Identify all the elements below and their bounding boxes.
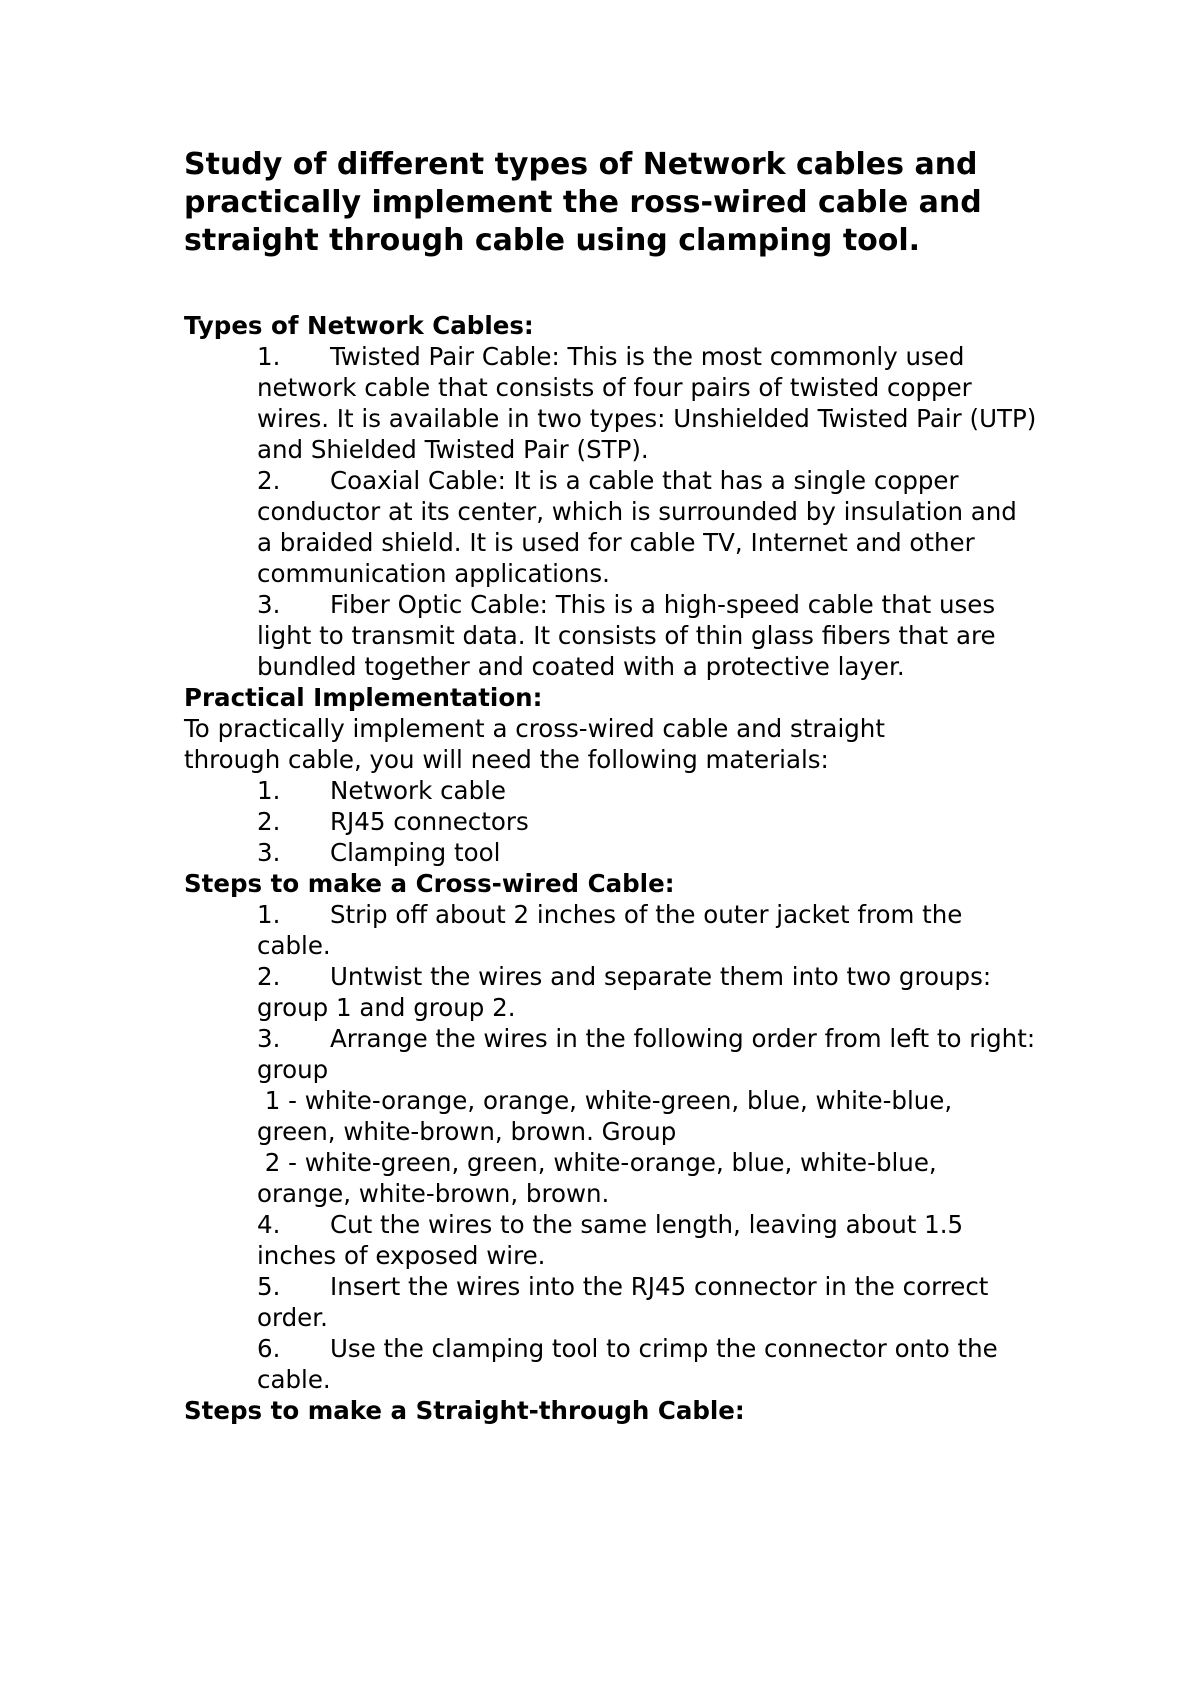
item-text: Use the clamping tool to crimp the connector onto the cable. (257, 1334, 998, 1394)
list-item (257, 1209, 1037, 1271)
item-number: 2. (257, 807, 281, 836)
list-item (257, 1271, 1037, 1333)
group-1-order: 1 - white-orange, orange, white-green, blue, white-blue, green, white-brown, brown. Group (257, 1086, 960, 1146)
item-text: Insert the wires into the RJ45 connector in the correct order. (257, 1272, 989, 1332)
practical-heading: Practical Implementation: (184, 683, 543, 712)
item-number: 3. (257, 1024, 281, 1053)
cross-heading: Steps to make a Cross-wired Cable: (184, 869, 675, 898)
group-2-order: 2 - white-green, green, white-orange, blue, white-blue, orange, white-brown, brown. (257, 1148, 945, 1208)
list-item (257, 961, 1037, 1023)
item-text: Cut the wires to the same length, leaving about 1.5 inches of exposed wire. (257, 1210, 964, 1270)
document-page (184, 146, 1084, 1426)
list-item (257, 1333, 1037, 1395)
list-item (257, 775, 1037, 806)
cross-steps-list (184, 899, 1037, 1395)
item-number: 6. (257, 1334, 281, 1363)
item-text: Twisted Pair Cable: This is the most commonly used network cable that consists of four pairs of twisted copper wires. It is available in two types: Unshielded Twisted Pair (UTP) and Shielded Twisted Pair (STP). (257, 342, 1037, 464)
list-item (257, 589, 1037, 682)
item-number: 5. (257, 1272, 281, 1301)
item-number: 1. (257, 900, 281, 929)
item-text: Coaxial Cable: It is a cable that has a single copper conductor at its center, which is surrounded by insulation and a braided shield. It is used for cable TV, Internet and other communication applications. (257, 466, 1017, 588)
group-word: group (257, 1055, 329, 1084)
item-number: 2. (257, 466, 281, 495)
item-text: Untwist the wires and separate them into two groups: group 1 and group 2. (257, 962, 992, 1022)
item-text: Arrange the wires in the following order from left to right: (330, 1024, 1036, 1053)
list-item (257, 837, 1037, 868)
item-number: 1. (257, 776, 281, 805)
spacer (184, 260, 1084, 310)
item-text: Strip off about 2 inches of the outer jacket from the cable. (257, 900, 963, 960)
item-number: 3. (257, 590, 281, 619)
materials-list (184, 775, 1037, 868)
item-text: Clamping tool (330, 838, 501, 867)
practical-intro: To practically implement a cross-wired cable and straight through cable, you will need the following materials: (184, 714, 885, 774)
list-item (257, 1023, 1037, 1209)
item-number: 3. (257, 838, 281, 867)
list-item (257, 465, 1037, 589)
item-text: RJ45 connectors (330, 807, 529, 836)
item-number: 1. (257, 342, 281, 371)
item-number: 4. (257, 1210, 281, 1239)
cable-types-list (184, 341, 1037, 682)
item-text: Network cable (330, 776, 506, 805)
types-heading: Types of Network Cables: (184, 311, 534, 340)
document-title: Study of different types of Network cables and practically implement the ross-wired cable and straight through cable using clamping tool. (184, 147, 982, 258)
list-item (257, 806, 1037, 837)
item-text: Fiber Optic Cable: This is a high-speed cable that uses light to transmit data. It consists of thin glass fibers that are bundled together and coated with a protective layer. (257, 590, 996, 681)
item-number: 2. (257, 962, 281, 991)
list-item (257, 899, 1037, 961)
straight-heading: Steps to make a Straight-through Cable: (184, 1396, 745, 1425)
list-item (257, 341, 1037, 465)
